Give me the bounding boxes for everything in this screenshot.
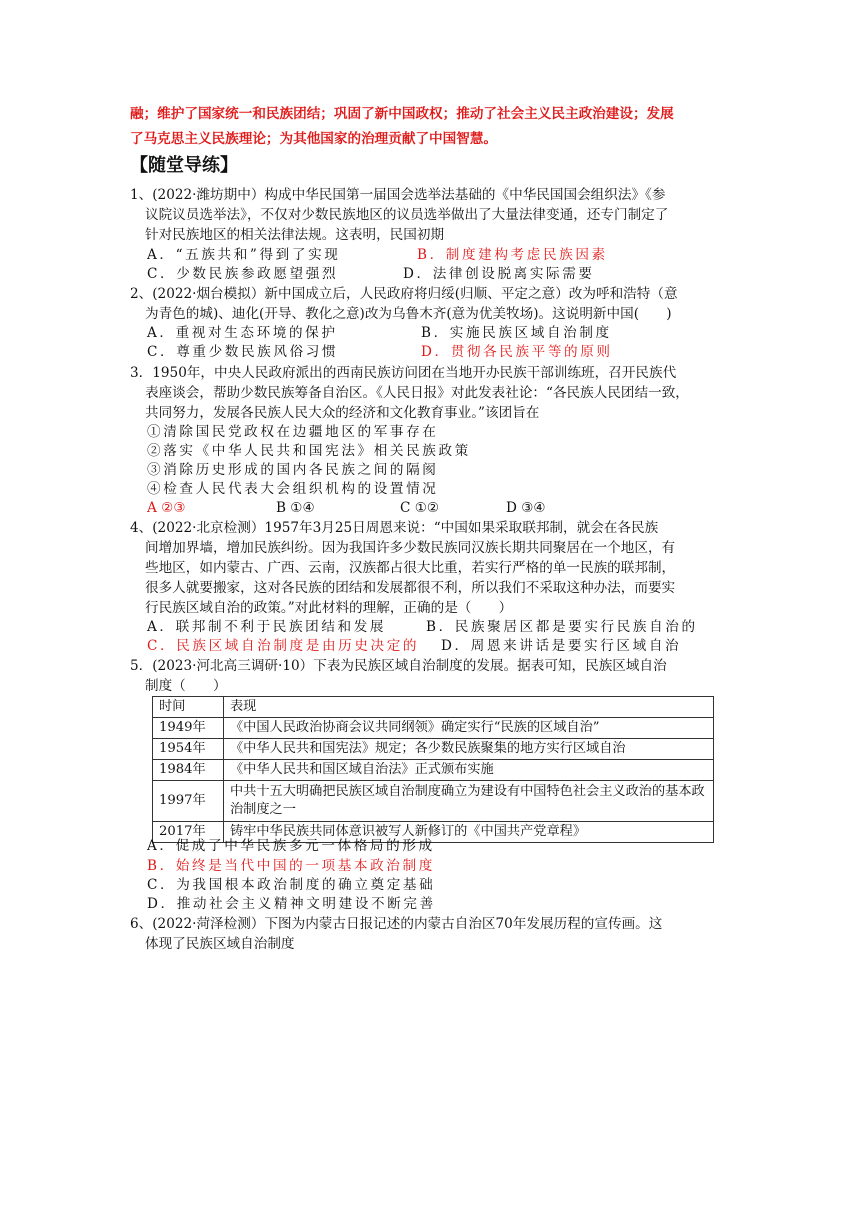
question-4-stem: 行民族区域自治的政策。”对此材料的理解，正确的是（ ） <box>145 600 513 616</box>
intro-line: 了马克思主义民族理论；为其他国家的治理贡献了中国智慧。 <box>130 131 498 147</box>
table-row <box>153 739 714 760</box>
table-row <box>153 718 714 739</box>
option-a-answer: A ②③ <box>147 500 186 516</box>
statement-2: ②落实《中华人民共和国宪法》相关民族政策 <box>147 443 471 459</box>
table-cell-year: 1954年 <box>153 739 224 760</box>
table-header-row <box>153 697 714 718</box>
option-a: A．“五族共和”得到了实现 <box>147 247 341 263</box>
question-4-stem: 些地区，如内蒙古、广西、云南，汉族都占很大比重，若实行严格的单一民族的联邦制， <box>145 560 676 576</box>
question-2-stem: 2、(2022·烟台模拟）新中国成立后，人民政府将归绥(归顺、平定之意）改为呼和浩特（意 <box>130 286 678 302</box>
option-d: D．推动社会主义精神文明建设不断完善 <box>147 896 436 912</box>
question-3-stem: 3．1950年，中央人民政府派出的西南民族访问团在当地开办民族干部训练班，召开民族代 <box>130 365 677 381</box>
option-c: C．尊重少数民族风俗习惯 <box>147 344 339 360</box>
option-d: D．周恩来讲话是要实行区域自治 <box>441 638 682 654</box>
table-cell-event: 中共十五大明确把民族区域自治制度确立为建设有中国特色社会主义政治的基本政治制度之一 <box>224 781 714 822</box>
table-cell-event: 《中华人民共和国宪法》规定；各少数民族聚集的地方实行区域自治 <box>224 739 714 760</box>
question-6-stem: 体现了民族区域自治制度 <box>145 936 295 952</box>
table-cell-event: 铸牢中华民族共同体意识被写人新修订的《中国共产党章程》 <box>224 822 714 843</box>
table-cell-year: 1984年 <box>153 760 224 781</box>
question-3-stem: 共同努力，发展各民族人民大众的经济和文化教育事业。”该团旨在 <box>145 405 540 421</box>
option-b: B．实施民族区域自治制度 <box>421 325 612 341</box>
question-2-stem: 为青色的城)、迪化(开导、教化之意)改为乌鲁木齐(意为优美牧场)。这说明新中国( ) <box>145 306 672 322</box>
table-cell-year: 2017年 <box>153 822 224 843</box>
option-b-answer: B．制度建构考虑民族因素 <box>417 247 608 263</box>
statement-3: ③消除历史形成的国内各民族之间的隔阂 <box>147 462 439 478</box>
intro-line: 融；维护了国家统一和民族团结；巩固了新中国政权；推动了社会主义民主政治建设；发展 <box>130 106 674 122</box>
table-row <box>153 781 714 822</box>
option-d: D ③④ <box>506 500 546 516</box>
option-a: A．促成了中华民族多元一体格局的形成 <box>147 838 435 854</box>
option-c-answer: C．民族区域自治制度是由历史决定的 <box>147 638 420 654</box>
option-c: C ①② <box>400 500 440 516</box>
question-3-stem: 表座谈会，帮助少数民族筹备自治区。《人民日报》对此发表社论：“各民族人民团结一致， <box>145 385 689 401</box>
statement-4: ④检查人民代表大会组织机构的设置情况 <box>147 481 439 497</box>
question-1-stem: 议院议员选举法》，不仅对少数民族地区的议员选举做出了大量法律变通，还专门制定了 <box>145 207 669 223</box>
table-header-cell: 表现 <box>224 697 714 718</box>
question-4-stem: 很多人就要搬家，这对各民族的团结和发展都很不利，所以我们不采取这种办法，而要实 <box>145 580 676 596</box>
section-title: 【随堂导练】 <box>130 155 238 176</box>
statement-1: ①清除国民党政权在边疆地区的军事存在 <box>147 424 439 440</box>
option-b-answer: B．始终是当代中国的一项基本政治制度 <box>147 858 435 874</box>
option-a: A．重视对生态环境的保护 <box>147 325 338 341</box>
table-row <box>153 760 714 781</box>
question-4-stem: 间增加界墙，增加民族纠纷。因为我国许多少数民族同汉族长期共同聚居在一个地区，有 <box>145 540 676 556</box>
option-b: B．民族聚居区都是要实行民族自治的 <box>426 619 698 635</box>
development-table <box>152 696 714 843</box>
table-cell-year: 1997年 <box>153 781 224 822</box>
option-b: B ①④ <box>276 500 315 516</box>
question-1-stem: 1、(2022·潍坊期中）构成中华民国第一届国会选举法基础的《中华民国国会组织法》《参 <box>130 187 666 203</box>
option-c: C．为我国根本政治制度的确立奠定基础 <box>147 877 436 893</box>
question-5-stem: 5．(2023·河北高三调研·10）下表为民族区域自治制度的发展。据表可知，民族区域自治 <box>130 658 667 674</box>
table-header-cell: 时间 <box>153 697 224 718</box>
question-6-stem: 6、(2022·菏泽检测）下图为内蒙古日报记述的内蒙古自治区70年发展历程的宣传画。这 <box>130 916 663 932</box>
option-c: C．少数民族参政愿望强烈 <box>147 266 339 282</box>
question-1-stem: 针对民族地区的相关法律法规。这表明，民国初期 <box>145 227 445 243</box>
table-cell-event: 《中华人民共和国区域自治法》正式颁布实施 <box>224 760 714 781</box>
option-a: A．联邦制不利于民族团结和发展 <box>147 619 387 635</box>
question-4-stem: 4、(2022·北京检测）1957年3月25日周恩来说：“中国如果采取联邦制，就会在各民族 <box>130 520 659 536</box>
option-d-answer: D．贯彻各民族平等的原则 <box>421 344 613 360</box>
table-cell-year: 1949年 <box>153 718 224 739</box>
option-d: D．法律创设脱离实际需要 <box>403 266 595 282</box>
table-cell-event: 《中国人民政治协商会议共同纲领》确定实行“民族的区域自治” <box>224 718 714 739</box>
question-5-stem: 制度（ ） <box>145 678 227 694</box>
